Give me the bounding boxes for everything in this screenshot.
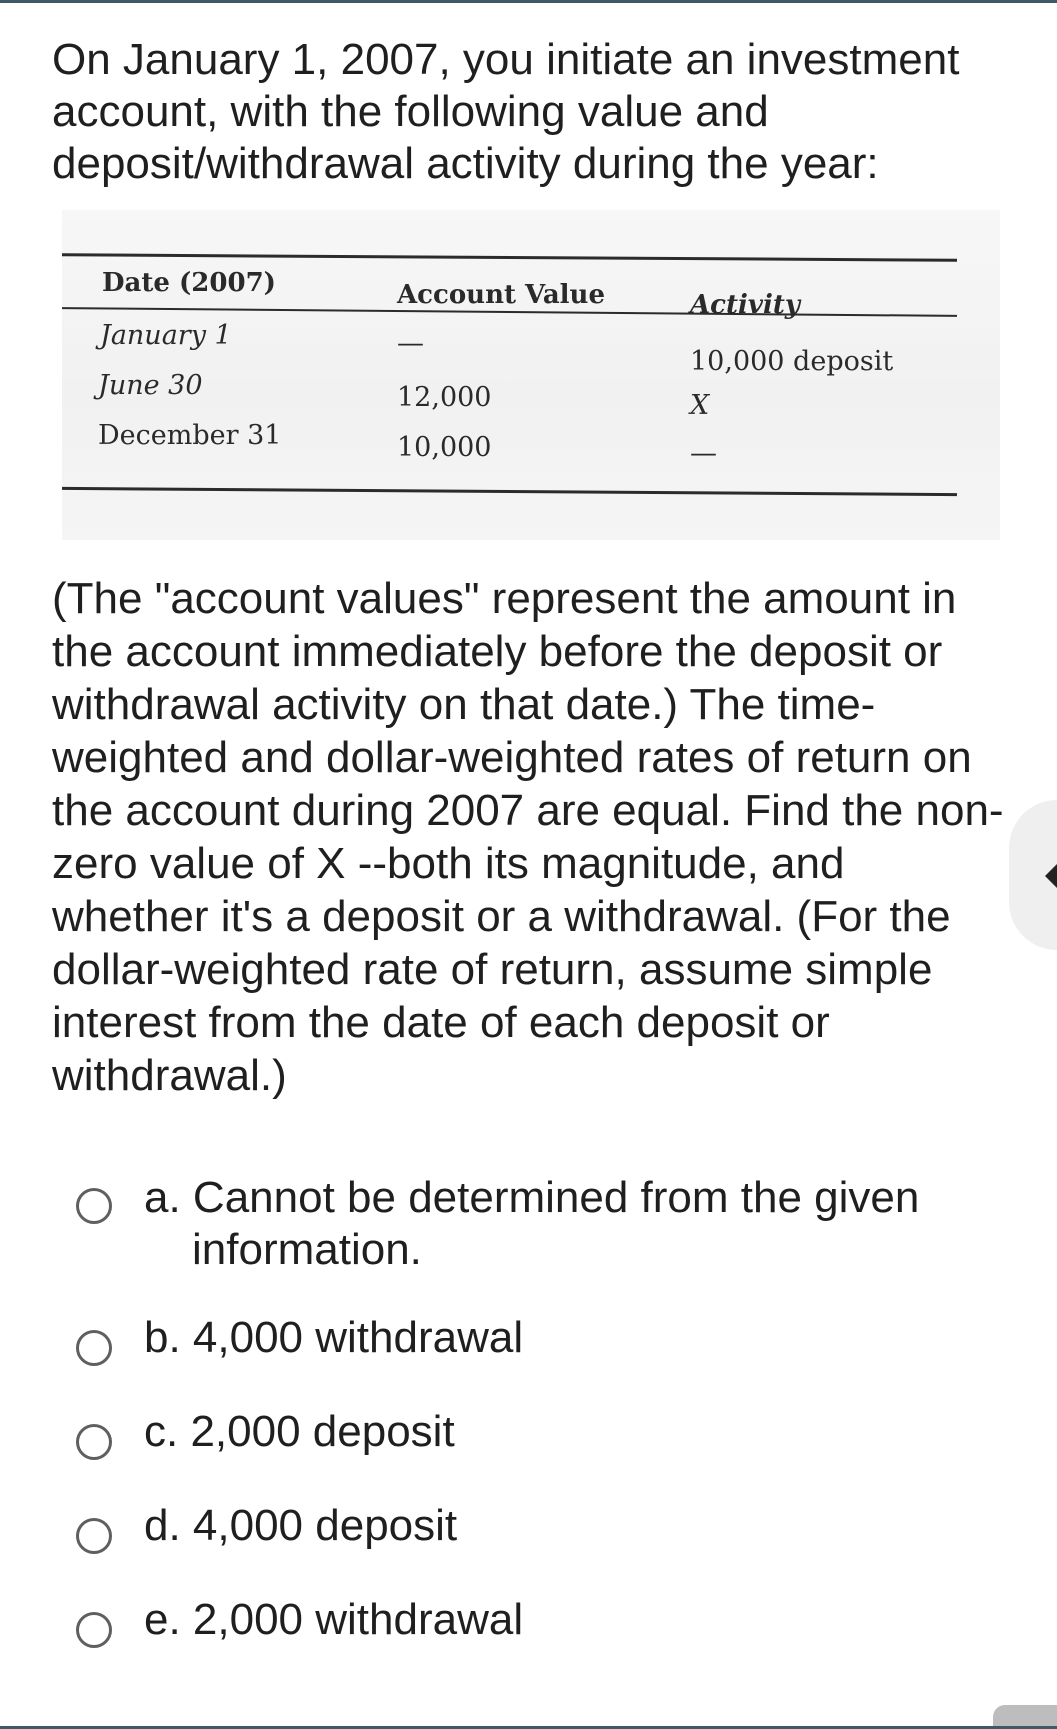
answer-option-b[interactable] xyxy=(76,1312,1016,1372)
row-1-value: — xyxy=(397,328,424,359)
answer-a-label: a. Cannot be determined from the given xyxy=(144,1173,920,1222)
radio-button-b[interactable] xyxy=(76,1330,112,1366)
answer-option-d[interactable] xyxy=(76,1500,1016,1560)
table-top-rule xyxy=(62,253,957,261)
header-account-value: Account Value xyxy=(397,280,605,310)
account-activity-table xyxy=(62,210,1000,540)
answer-option-e[interactable] xyxy=(76,1594,1016,1654)
question-intro: On January 1, 2007, you initiate an investment account, with the following value and deposit/withdrawal activity during the year: xyxy=(52,35,960,188)
chevron-left-icon xyxy=(1045,864,1057,888)
row-3-activity: — xyxy=(690,438,717,469)
radio-button-a[interactable] xyxy=(76,1188,112,1224)
header-date: Date (2007) xyxy=(102,268,276,298)
radio-button-e[interactable] xyxy=(76,1612,112,1648)
side-panel-tab[interactable] xyxy=(1009,800,1057,950)
row-3-value: 10,000 xyxy=(397,432,492,463)
row-3-date: December 31 xyxy=(98,420,282,451)
answer-option-c[interactable] xyxy=(76,1406,1016,1466)
row-2-date: June 30 xyxy=(98,370,203,401)
radio-button-d[interactable] xyxy=(76,1518,112,1554)
row-1-date: January 1 xyxy=(100,320,232,351)
table-bottom-rule xyxy=(62,487,957,496)
answer-c-label: c. 2,000 deposit xyxy=(144,1407,455,1456)
question-body: (The "account values" represent the amount in the account immediately before the deposit or withdrawal activity on that date.) The time-weighted and dollar-weighted rates of return on the account during 2007 are equal. Find the non-zero value of X --both its magnitude, and whether it's a deposit or a withdrawal. (For the dollar-weighted rate of return, assume simple interest from the date of each deposit or withdrawal.) xyxy=(52,574,1004,1100)
answer-a-text xyxy=(144,1172,919,1276)
answer-b-label: b. 4,000 withdrawal xyxy=(144,1313,524,1362)
answer-e-label: e. 2,000 withdrawal xyxy=(144,1595,524,1644)
answer-option-a[interactable] xyxy=(76,1170,1016,1280)
header-activity: Activity xyxy=(690,290,800,320)
answer-a-label-continued: information. xyxy=(192,1225,422,1274)
row-2-value: 12,000 xyxy=(397,382,492,413)
row-1-activity: 10,000 deposit xyxy=(690,346,894,377)
top-border xyxy=(0,0,1057,3)
answer-d-label: d. 4,000 deposit xyxy=(144,1501,458,1550)
radio-button-c[interactable] xyxy=(76,1424,112,1460)
row-2-activity: X xyxy=(690,390,710,421)
